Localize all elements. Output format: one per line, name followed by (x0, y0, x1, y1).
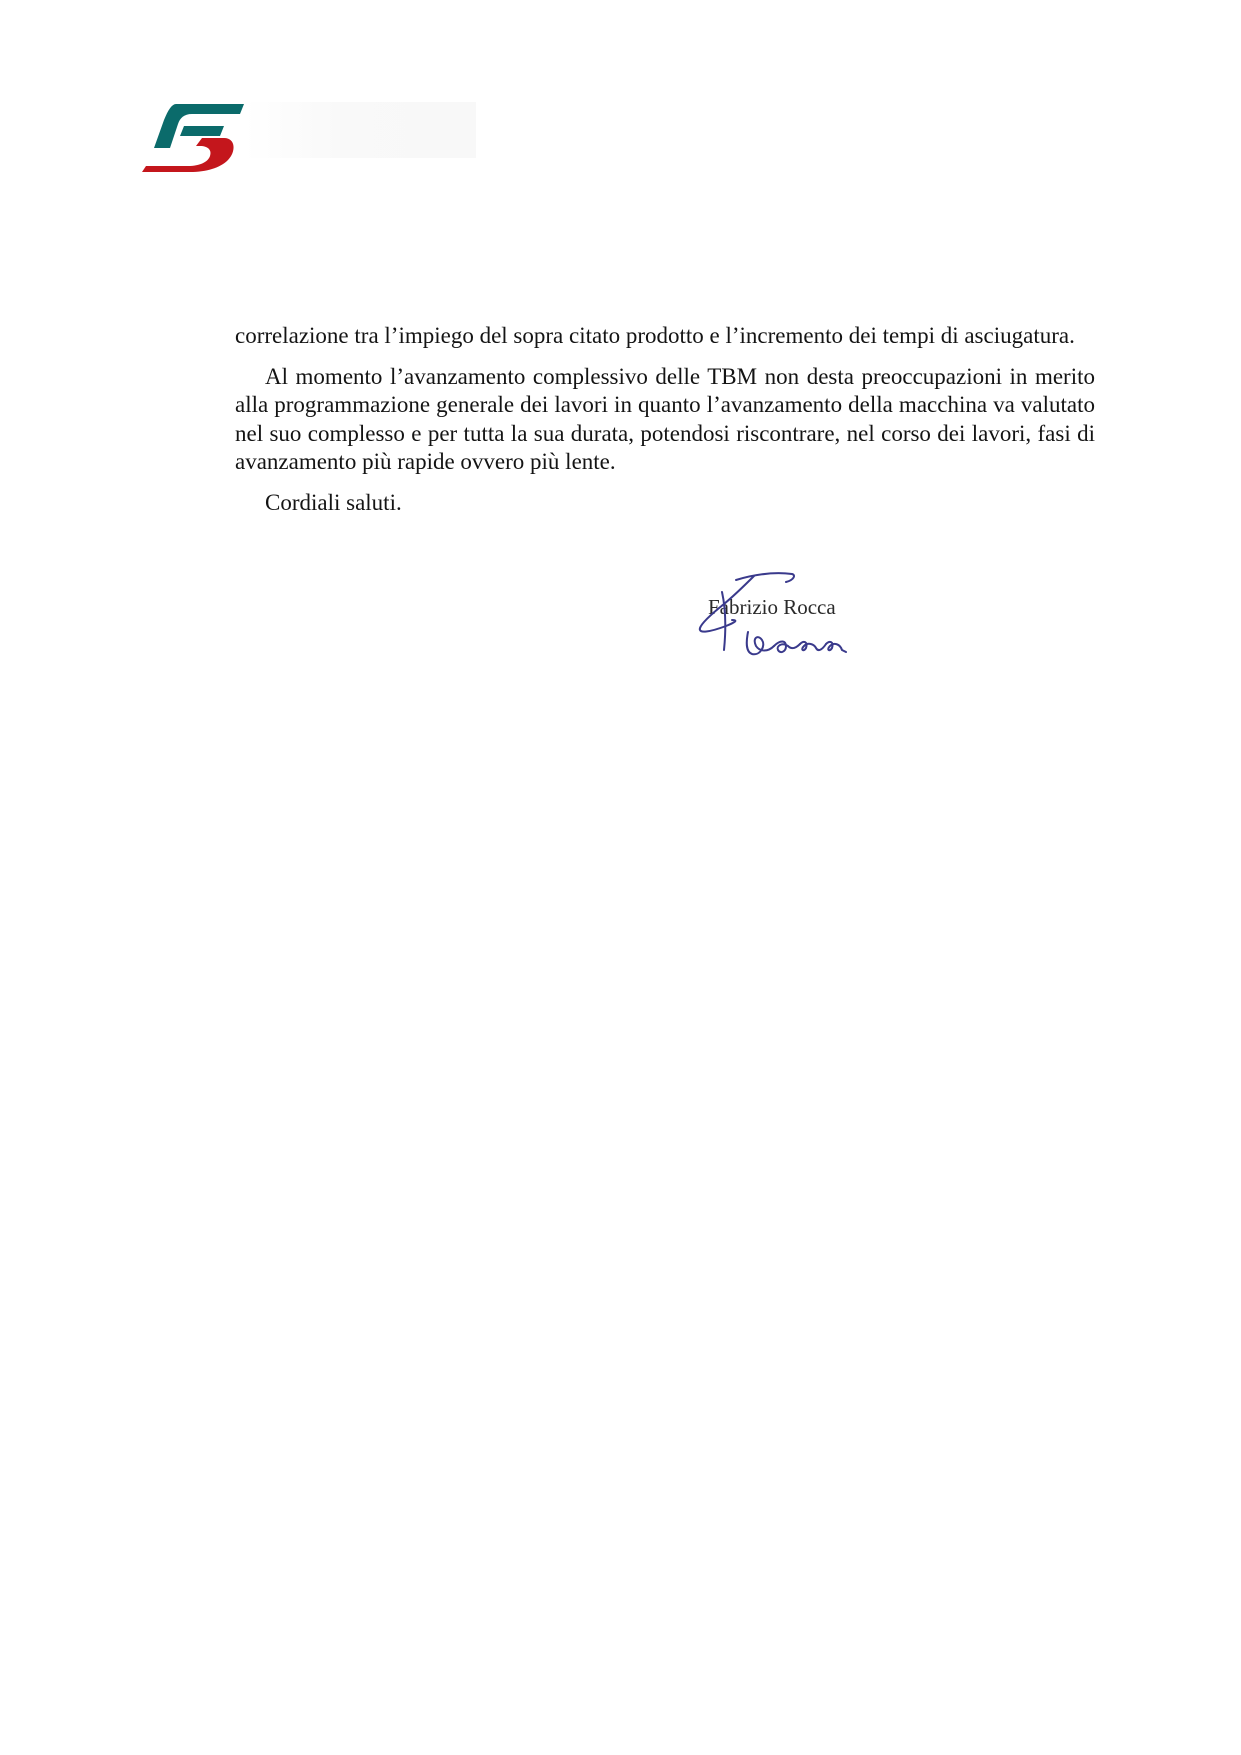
signer-name: Fabrizio Rocca (708, 595, 836, 619)
closing-salutation: Cordiali saluti. (265, 489, 402, 515)
handwritten-signature-icon (696, 570, 866, 660)
paragraph-tbm-progress: Al momento l’avanzamento complessivo delle TBM non desta preoccupazioni in merito alla programmazione generale dei lavori in quanto l’avanzamento della macchina va valutato nel suo complesso e per tutta la sua durata, potendosi riscontrare, nel corso dei lavori, fasi di avanzamento più rapide ovvero più lente. (235, 363, 1095, 474)
paragraph-continuation: correlazione tra l’impiego del sopra citato prodotto e l’incremento dei tempi di asciugatura. (235, 323, 1075, 348)
letter-body (235, 322, 1095, 517)
logo-background (244, 102, 476, 158)
signature-block (696, 570, 866, 660)
company-logo (140, 100, 476, 178)
fs-railway-logo-icon (140, 100, 250, 178)
